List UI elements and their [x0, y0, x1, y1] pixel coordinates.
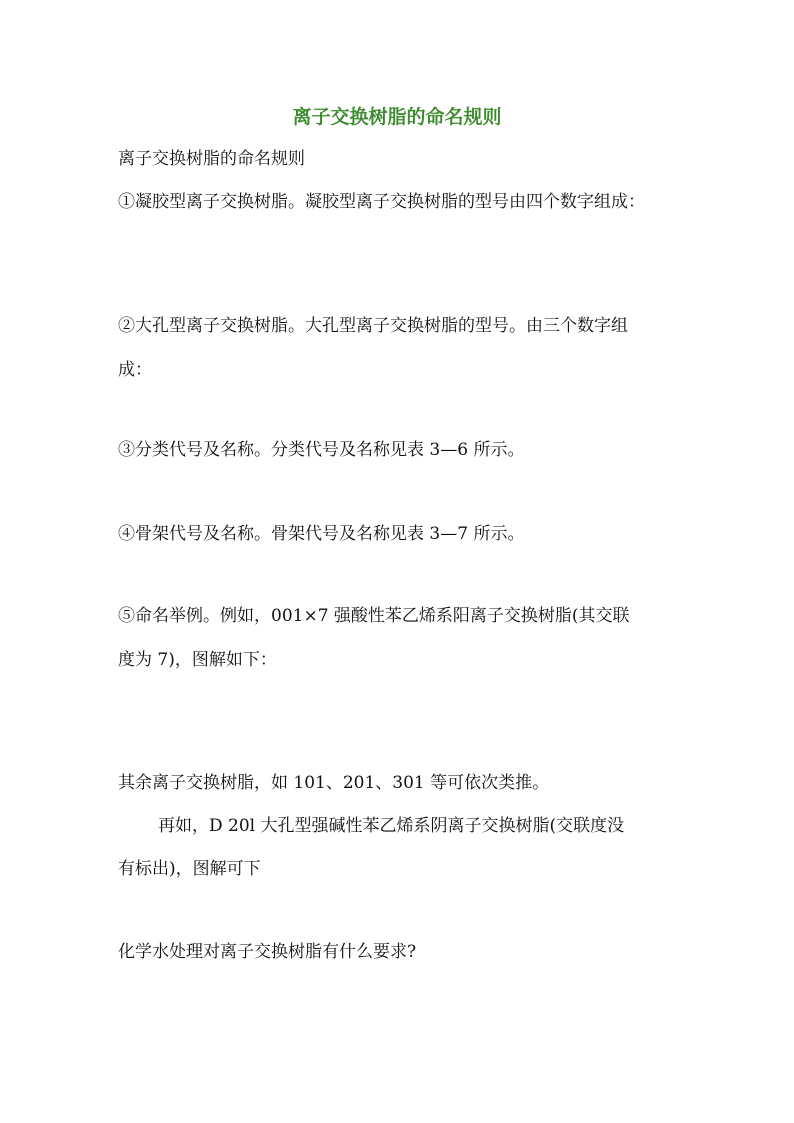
paragraph-other-resins: 其余离子交换树脂，如 101、201、301 等可依次类推。 [118, 773, 550, 793]
paragraph-another-example: 再如，D 20l 大孔型强碱性苯乙烯系阴离子交换树脂(交联度没 [158, 816, 625, 836]
paragraph-gel-resin: ①凝胶型离子交换树脂。凝胶型离子交换树脂的型号由四个数字组成： [118, 192, 645, 212]
paragraph-macroporous-resin: ②大孔型离子交换树脂。大孔型离子交换树脂的型号。由三个数字组 [118, 316, 628, 336]
paragraph-macroporous-resin-cont: 成： [118, 360, 152, 380]
paragraph-naming-example: ⑤命名举例。例如，001×7 强酸性苯乙烯系阳离子交换树脂(其交联 [118, 606, 630, 626]
paragraph-classification-code: ③分类代号及名称。分类代号及名称见表 3—6 所示。 [118, 440, 525, 460]
paragraph-skeleton-code: ④骨架代号及名称。骨架代号及名称见表 3—7 所示。 [118, 524, 525, 544]
paragraph-naming-example-cont: 度为 7)，图解如下： [118, 650, 277, 670]
paragraph-another-example-cont: 有标出)，图解可下 [118, 859, 261, 879]
paragraph-heading: 离子交换树脂的命名规则 [118, 149, 305, 169]
document-title: 离子交换树脂的命名规则 [292, 106, 502, 128]
paragraph-question: 化学水处理对离子交换树脂有什么要求? [118, 942, 417, 962]
